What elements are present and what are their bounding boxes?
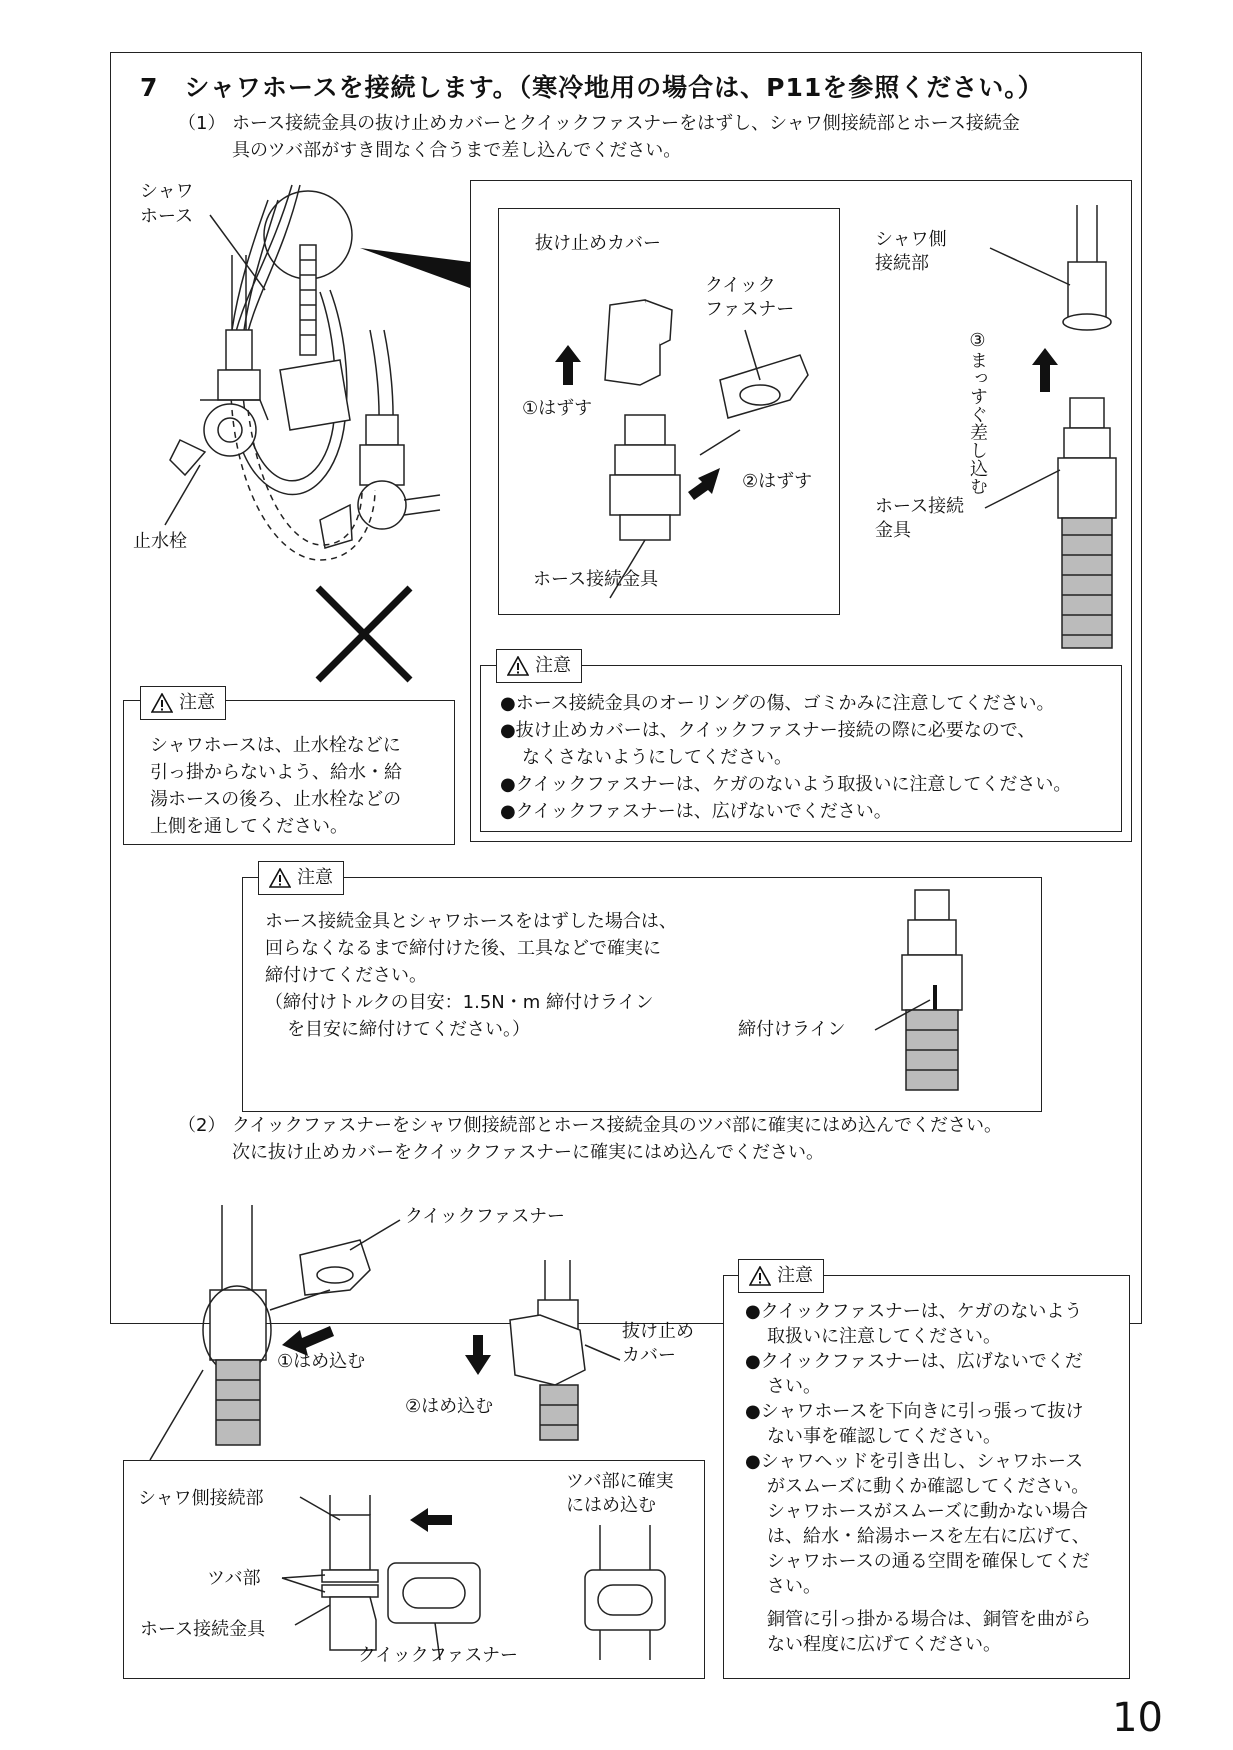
caution1-l3: 湯ホースの後ろ、止水栓などの [150, 789, 402, 810]
hose-fitting-label-b: 金具 [875, 520, 911, 541]
caution3-l4: （締付けトルクの目安：1.5N・m 締付けライン [265, 992, 654, 1013]
faucet-hose-illustration [165, 185, 470, 680]
caution-tag-2 [496, 649, 582, 683]
sub2-num: （2） [178, 1115, 226, 1136]
caution4-l6: ない事を確認してください。 [767, 1426, 1001, 1447]
caution4-l8: がスムーズに動くか確認してください。 [767, 1476, 1090, 1497]
caution3-l2: 回らなくなるまで締付けた後、工具などで確実に [265, 938, 661, 959]
flange-label: ツバ部 [207, 1568, 261, 1589]
caution4-l7: ●シャワヘッドを引き出し、シャワホース [745, 1451, 1084, 1472]
remove1-label: ①はずす [522, 398, 593, 419]
quick-label-1: クイック [705, 275, 776, 296]
cover-label: 抜け止めカバー [535, 233, 661, 254]
sub1-line1: ホース接続金具の抜け止めカバーとクイックファスナーをはずし、シャワ側接続部とホース接続金 [232, 113, 1020, 134]
sub1-line2: 具のツバ部がすき間なく合うまで差し込んでください。 [232, 140, 682, 161]
quick-label-2: ファスナー [705, 299, 795, 320]
sub1-num: （1） [178, 113, 226, 134]
caution4-l13: 銅管に引っ掛かる場合は、銅管を曲がら [767, 1609, 1091, 1630]
caution4-l11: シャワホースの通る空間を確保してくだ [767, 1551, 1090, 1572]
shower-hose-label-1: シャワ [140, 181, 194, 202]
shower-side-label-b: シャワ側接続部 [138, 1488, 264, 1509]
caution-label-1: 注意 [179, 692, 215, 713]
flange-fit-label-1: ツバ部に確実 [566, 1471, 674, 1492]
cover-label-2a: 抜け止め [622, 1321, 694, 1342]
caution-tag-4 [738, 1259, 824, 1293]
hose-fitting-label-a: ホース接続 [875, 496, 965, 517]
caution2-l5: ●クイックファスナーは、広げないでください。 [500, 801, 892, 822]
tighten-line-label: 締付けライン [738, 1019, 846, 1040]
page-number: 10 [1112, 1695, 1163, 1741]
caution-tag-1 [140, 686, 226, 720]
caution4-l2: 取扱いに注意してください。 [767, 1326, 1001, 1347]
caution4-l9: シャワホースがスムーズに動かない場合 [767, 1501, 1088, 1522]
shower-side-label-1: シャワ側 [875, 229, 947, 250]
shower-hose-label-2: ホース [140, 206, 194, 227]
caution-tag-3 [258, 861, 344, 895]
caution1-l1: シャワホースは、止水栓などに [150, 735, 401, 756]
caution-label-4: 注意 [777, 1265, 813, 1286]
caution4-l3: ●クイックファスナーは、広げないでくだ [745, 1351, 1083, 1372]
sub2-line2: 次に抜け止めカバーをクイックファスナーに確実にはめ込んでください。 [232, 1142, 825, 1163]
zoom-wedge [360, 248, 470, 288]
caution4-l5: ●シャワホースを下向きに引っ張って抜け [745, 1401, 1084, 1422]
flange-fit-label-2: にはめ込む [566, 1495, 656, 1516]
caution3-l3: 締付けてください。 [265, 965, 427, 986]
caution2-l4: ●クイックファスナーは、ケガのないよう取扱いに注意してください。 [500, 774, 1072, 795]
warning-icon [269, 868, 291, 888]
stop-valve-label: 止水栓 [133, 531, 187, 552]
caution2-l2: ●抜け止めカバーは、クイックファスナー接続の際に必要なので、 [500, 720, 1036, 741]
quick-fastener-label-b: クイックファスナー [358, 1645, 519, 1666]
warning-icon [507, 656, 529, 676]
fitting-label: ホース接続金具 [533, 569, 659, 590]
hose-fitting-label-b2: ホース接続金具 [140, 1619, 266, 1640]
caution2-l3: なくさないようにしてください。 [522, 747, 792, 768]
warning-icon [151, 693, 173, 713]
caution3-l1: ホース接続金具とシャワホースをはずした場合は、 [265, 911, 677, 932]
quick-fastener-label: クイックファスナー [405, 1206, 566, 1227]
caution2-l1: ●ホース接続金具のオーリングの傷、ゴミかみに注意してください。 [500, 693, 1055, 714]
cover-label-2b: カバー [622, 1345, 676, 1366]
caution4-l12: さい。 [767, 1576, 821, 1597]
fit2-label: ②はめ込む [405, 1396, 494, 1417]
caution-label-2: 注意 [535, 655, 571, 676]
remove2-label: ②はずす [742, 471, 813, 492]
fit-clip-illustration [150, 1205, 620, 1460]
insert-straight-label: ③まっすぐ差し込む [967, 330, 988, 495]
caution3-l5: を目安に締付けてください。） [287, 1019, 530, 1040]
shower-side-label-2: 接続部 [875, 253, 929, 274]
warning-icon [749, 1266, 771, 1286]
caution1-l4: 上側を通してください。 [150, 816, 348, 837]
caution1-l2: 引っ掛からないよう、給水・給 [150, 762, 402, 783]
caution-label-3: 注意 [297, 867, 333, 888]
step-title: 7 シャワホースを接続します。（寒冷地用の場合は、P11を参照ください。） [140, 73, 1044, 102]
fit1-label: ①はめ込む [277, 1351, 366, 1372]
caution4-l14: ない程度に広げてください。 [767, 1634, 1001, 1655]
caution4-l1: ●クイックファスナーは、ケガのないよう [745, 1301, 1083, 1322]
caution4-l4: さい。 [767, 1376, 821, 1397]
caution4-l10: は、給水・給湯ホースを左右に広げて、 [767, 1526, 1090, 1547]
sub2-line1: クイックファスナーをシャワ側接続部とホース接続金具のツバ部に確実にはめ込んでください。 [232, 1115, 1003, 1136]
